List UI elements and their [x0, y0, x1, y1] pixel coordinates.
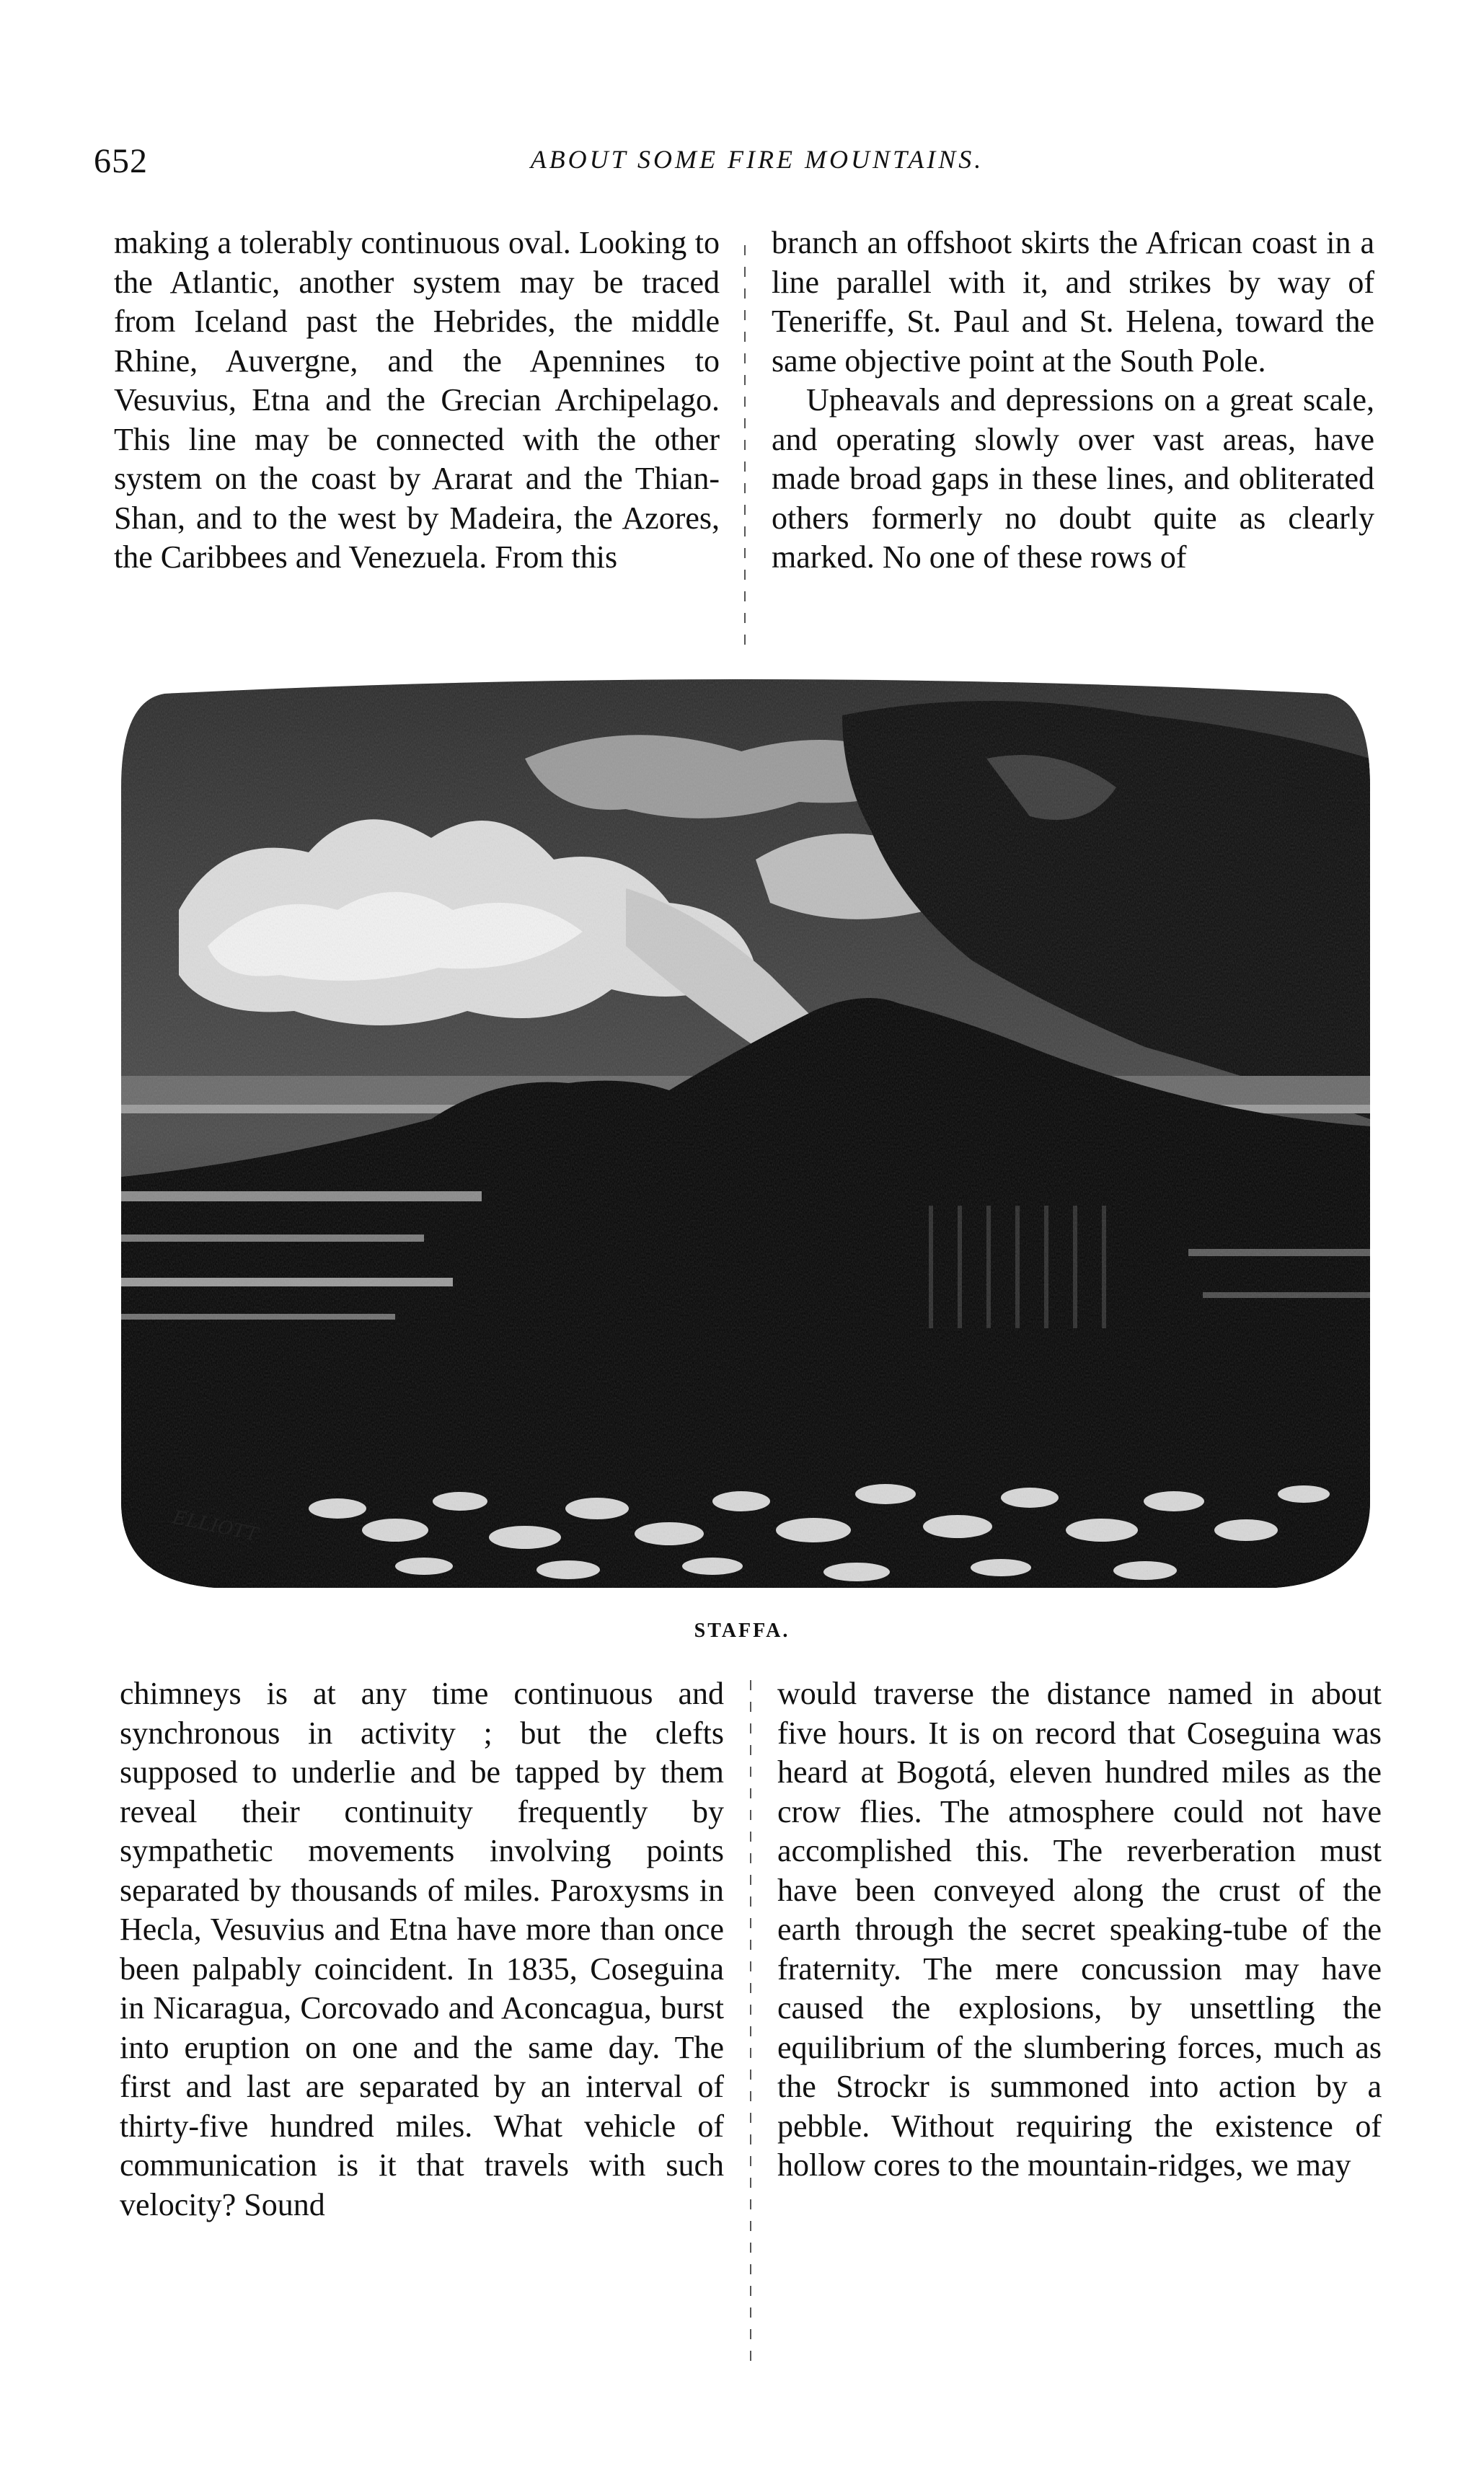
staffa-engraving — [121, 672, 1370, 1602]
paragraph: would traverse the distance named in about five hours. It is on record that Coseguina was heard at Bogotá, eleven hundred miles as the crow flies. The atmosphere could not have accomplished this. The reverberation must have been conveyed along the crust of the earth through the secret speaking-tube of the fraternity. The mere concussion may have caused the explosions, by unsettling the equilibrium of the slumbering forces, much as the Strockr is summoned into action by a pebble. Without requiring the existence of hollow cores to the mountain-ridges, we may — [777, 1676, 1382, 2183]
paragraph: chimneys is at any time continuous and synchronous in activity ; but the clefts supposed to underlie and be tapped by them reveal their continuity frequently by sympathetic movements involving points separated by thousands of miles. Paroxysms in Hecla, Vesuvius and Etna have more than once been palpably coincident. In 1835, Coseguina in Nicaragua, Corcovado and Aconcagua, burst into eruption on one and the same day. The first and last are separated by an interval of thirty-five hundred miles. What vehicle of communication is it that travels with such velocity? Sound — [120, 1676, 724, 2222]
column-divider — [750, 1680, 751, 2372]
running-title: ABOUT SOME FIRE MOUNTAINS. — [530, 145, 984, 174]
paragraph: making a tolerably continuous oval. Looking to the Atlantic, another system may be traced from Iceland past the Hebrides, the middle Rhine, Auvergne, and the Apennines to Vesuvius, Etna and the Grecian Archipelago. This line may be connected with the other system on the coast by Ararat and the Thian-Shan, and to the west by Madeira, the Azores, the Caribbees and Venezuela. From this — [114, 225, 720, 575]
page-number: 652 — [94, 142, 148, 180]
text-column-top-left — [114, 224, 720, 578]
text-column-bottom-right — [777, 1674, 1382, 2186]
paragraph: Upheavals and depressions on a great scale, and operating slowly over vast areas, have made broad gaps in these lines, and obliterated others formerly no doubt quite as clearly marked. No one of these rows of — [772, 382, 1374, 575]
figure-caption: STAFFA. — [694, 1620, 790, 1642]
text-column-top-right — [772, 224, 1374, 578]
paragraph: branch an offshoot skirts the African coast in a line parallel with it, and strikes by way of Teneriffe, St. Paul and St. Helena, toward the same objective point at the South Pole. — [772, 225, 1374, 379]
text-column-bottom-left — [120, 1674, 724, 2225]
column-divider — [744, 245, 746, 649]
engraver-signature: ELLIOTT — [170, 1506, 260, 1546]
